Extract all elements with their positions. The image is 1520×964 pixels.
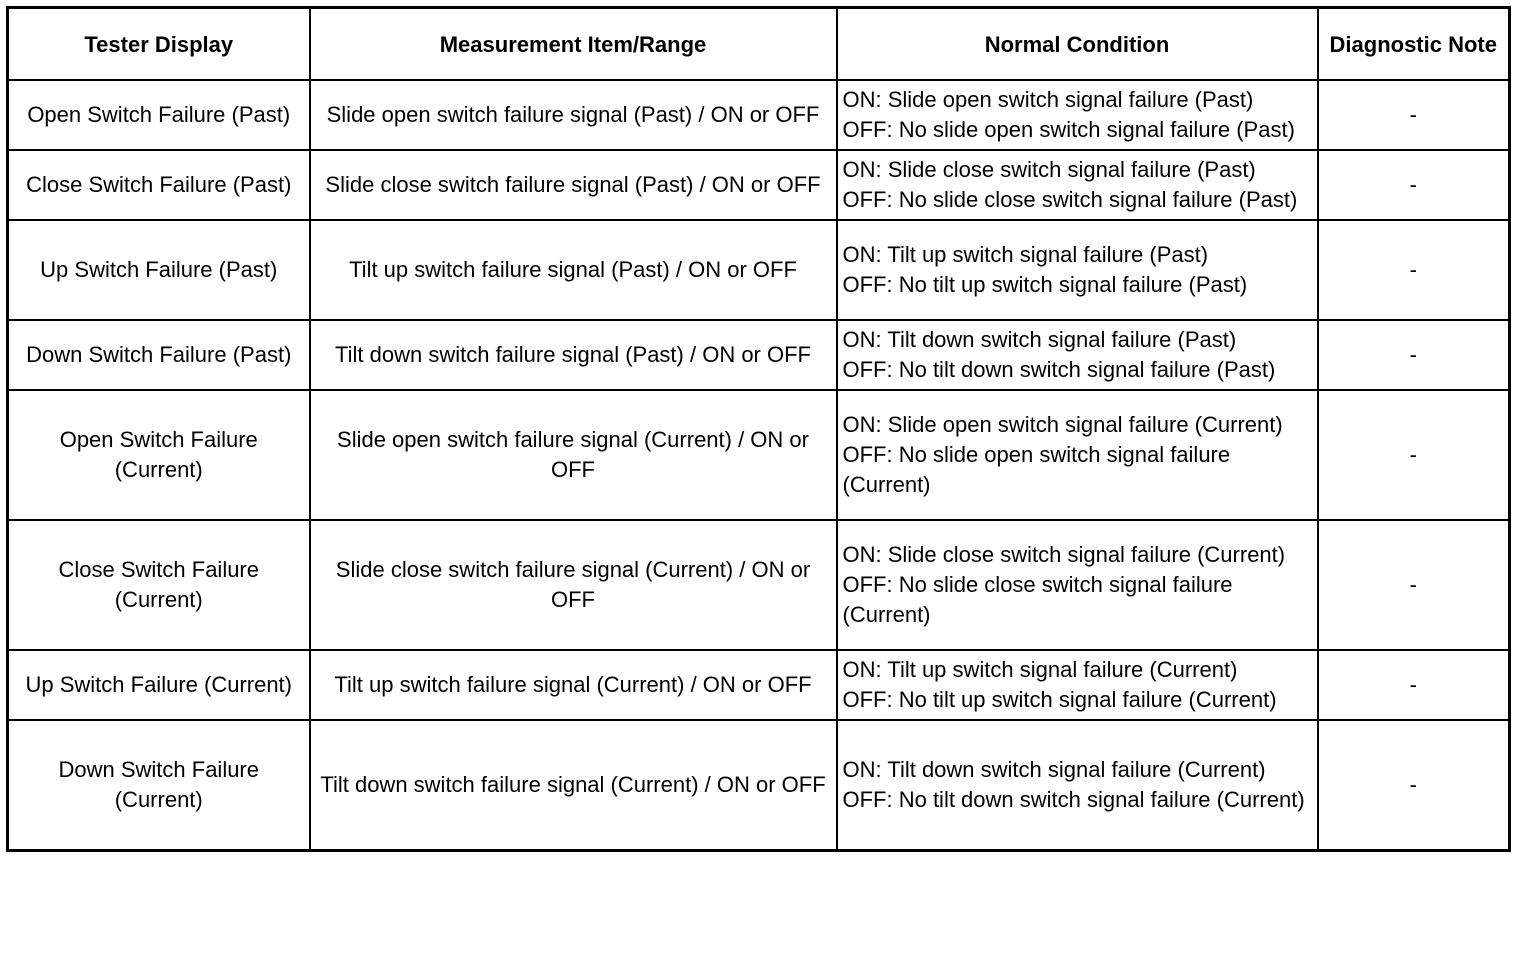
data-list-table-wrapper (6, 6, 1511, 852)
cell-measurement-item-range: Slide close switch failure signal (Current) / ON or OFF (310, 520, 837, 650)
cell-normal-condition (837, 720, 1318, 851)
normal-condition-off: OFF: No tilt down switch signal failure (Current) (842, 787, 1305, 812)
normal-condition-on: ON: Tilt up switch signal failure (Past) (842, 242, 1209, 267)
cell-diagnostic-note: - (1318, 220, 1510, 320)
cell-tester-display: Open Switch Failure (Current) (8, 390, 310, 520)
cell-diagnostic-note: - (1318, 320, 1510, 390)
table-row (8, 320, 1510, 390)
cell-diagnostic-note: - (1318, 80, 1510, 150)
normal-condition-off: OFF: No tilt down switch signal failure (Past) (842, 357, 1276, 382)
normal-condition-off: OFF: No slide close switch signal failure (Past) (842, 187, 1298, 212)
table-row (8, 150, 1510, 220)
header-tester-display: Tester Display (8, 8, 310, 81)
cell-tester-display: Up Switch Failure (Current) (8, 650, 310, 720)
normal-condition-on: ON: Tilt down switch signal failure (Past) (842, 327, 1237, 352)
cell-measurement-item-range: Slide close switch failure signal (Past) / ON or OFF (310, 150, 837, 220)
cell-diagnostic-note: - (1318, 520, 1510, 650)
cell-diagnostic-note: - (1318, 390, 1510, 520)
header-normal-condition: Normal Condition (837, 8, 1318, 81)
cell-measurement-item-range: Slide open switch failure signal (Current) / ON or OFF (310, 390, 837, 520)
cell-normal-condition (837, 80, 1318, 150)
table-header-row (8, 8, 1510, 81)
cell-diagnostic-note: - (1318, 720, 1510, 851)
cell-normal-condition (837, 320, 1318, 390)
cell-diagnostic-note: - (1318, 150, 1510, 220)
normal-condition-on: ON: Slide close switch signal failure (Current) (842, 542, 1286, 567)
cell-tester-display: Open Switch Failure (Past) (8, 80, 310, 150)
table-row (8, 520, 1510, 650)
normal-condition-off: OFF: No slide open switch signal failure (Current) (842, 442, 1231, 497)
cell-normal-condition (837, 220, 1318, 320)
normal-condition-off: OFF: No slide open switch signal failure (Past) (842, 117, 1295, 142)
header-measurement-item-range: Measurement Item/Range (310, 8, 837, 81)
normal-condition-off: OFF: No tilt up switch signal failure (Current) (842, 687, 1277, 712)
header-diagnostic-note: Diagnostic Note (1318, 8, 1510, 81)
cell-tester-display: Up Switch Failure (Past) (8, 220, 310, 320)
cell-normal-condition (837, 390, 1318, 520)
cell-normal-condition (837, 520, 1318, 650)
normal-condition-off: OFF: No slide close switch signal failure (Current) (842, 572, 1233, 627)
cell-tester-display: Down Switch Failure (Past) (8, 320, 310, 390)
data-list-table (6, 6, 1511, 852)
normal-condition-off: OFF: No tilt up switch signal failure (Past) (842, 272, 1248, 297)
normal-condition-on: ON: Tilt up switch signal failure (Current) (842, 657, 1238, 682)
cell-normal-condition (837, 150, 1318, 220)
cell-normal-condition (837, 650, 1318, 720)
table-row (8, 650, 1510, 720)
cell-measurement-item-range: Tilt down switch failure signal (Current) / ON or OFF (310, 720, 837, 851)
cell-diagnostic-note: - (1318, 650, 1510, 720)
cell-tester-display: Close Switch Failure (Current) (8, 520, 310, 650)
table-row (8, 80, 1510, 150)
table-row (8, 390, 1510, 520)
normal-condition-on: ON: Slide close switch signal failure (Past) (842, 157, 1256, 182)
table-row (8, 720, 1510, 851)
cell-measurement-item-range: Tilt up switch failure signal (Current) / ON or OFF (310, 650, 837, 720)
cell-measurement-item-range: Tilt up switch failure signal (Past) / ON or OFF (310, 220, 837, 320)
cell-tester-display: Down Switch Failure (Current) (8, 720, 310, 851)
table-row (8, 220, 1510, 320)
normal-condition-on: ON: Slide open switch signal failure (Past) (842, 87, 1254, 112)
normal-condition-on: ON: Tilt down switch signal failure (Current) (842, 757, 1266, 782)
cell-measurement-item-range: Tilt down switch failure signal (Past) / ON or OFF (310, 320, 837, 390)
cell-measurement-item-range: Slide open switch failure signal (Past) / ON or OFF (310, 80, 837, 150)
normal-condition-on: ON: Slide open switch signal failure (Current) (842, 412, 1283, 437)
cell-tester-display: Close Switch Failure (Past) (8, 150, 310, 220)
